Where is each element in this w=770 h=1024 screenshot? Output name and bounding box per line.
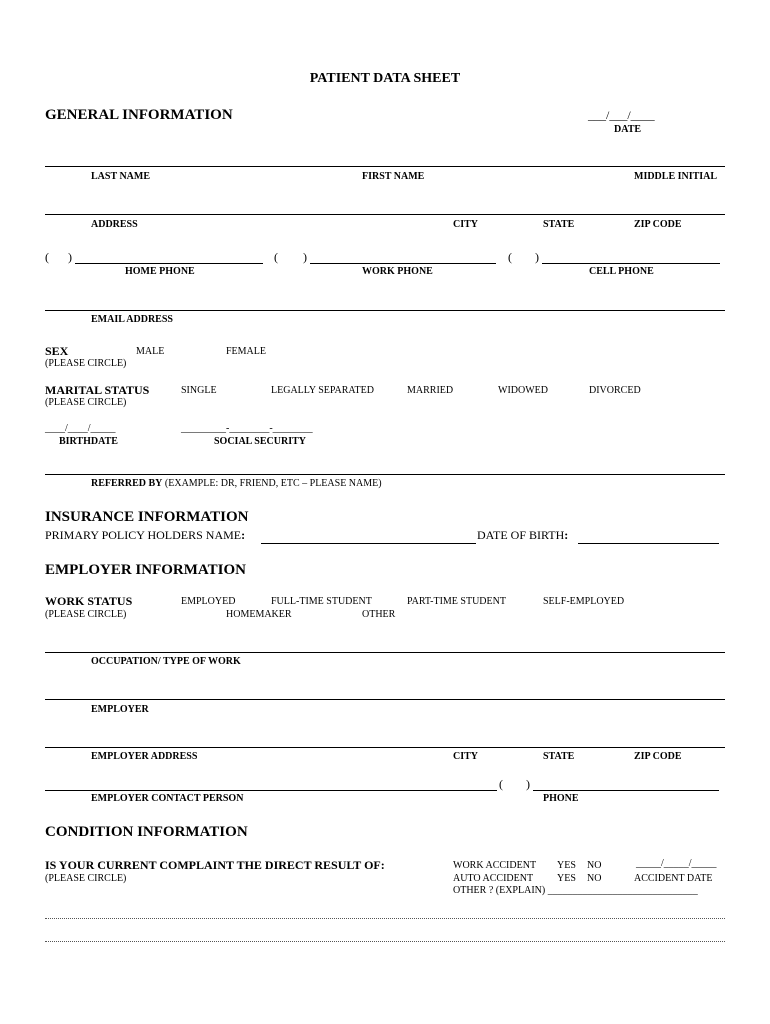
name-line[interactable] xyxy=(45,166,725,167)
birthdate-label: BIRTHDATE xyxy=(59,436,118,447)
middle-initial-label: MIDDLE INITIAL xyxy=(634,171,718,182)
marital-please-circle: (PLEASE CIRCLE) xyxy=(45,397,127,408)
referred-by-label xyxy=(91,479,382,489)
complaint-question: IS YOUR CURRENT COMPLAINT THE DIRECT RESULT OF: xyxy=(45,858,385,872)
condition-information-heading: CONDITION INFORMATION xyxy=(45,824,248,840)
employer-state-label: STATE xyxy=(543,751,575,762)
social-security-label: SOCIAL SECURITY xyxy=(214,436,306,447)
referred-by-example: (EXAMPLE: DR, FRIEND, ETC – PLEASE NAME) xyxy=(162,478,382,489)
sex-option-female[interactable]: FEMALE xyxy=(226,346,266,357)
home-phone-field[interactable] xyxy=(75,247,263,264)
work-accident-label: WORK ACCIDENT xyxy=(453,860,537,871)
work-status-option-self-employed[interactable]: SELF-EMPLOYED xyxy=(543,596,625,607)
work-accident-yes[interactable]: YES xyxy=(557,860,576,871)
employer-contact-field[interactable] xyxy=(45,774,497,791)
form-title: PATIENT DATA SHEET xyxy=(309,71,461,86)
work-status-option-other[interactable]: OTHER xyxy=(362,609,396,620)
marital-option-legally-separated[interactable]: LEGALLY SEPARATED xyxy=(271,385,374,396)
employer-phone-label: PHONE xyxy=(543,793,579,804)
work-status-option-employed[interactable]: EMPLOYED xyxy=(181,596,236,607)
marital-option-single[interactable]: SINGLE xyxy=(181,385,217,396)
auto-accident-label: AUTO ACCIDENT xyxy=(453,873,534,884)
dob-colon: : xyxy=(564,528,569,542)
marital-status-label: MARITAL STATUS xyxy=(45,383,150,397)
zip-code-label: ZIP CODE xyxy=(634,219,682,230)
employer-address-label: EMPLOYER ADDRESS xyxy=(91,751,198,762)
birthdate-field[interactable]: ____/____/_____ xyxy=(45,423,116,434)
first-name-label: FIRST NAME xyxy=(362,171,425,182)
policy-holder-field[interactable] xyxy=(261,527,476,544)
policy-holder-label xyxy=(45,529,245,541)
explain-line-1[interactable] xyxy=(45,918,725,919)
insurance-information-heading: INSURANCE INFORMATION xyxy=(45,509,249,525)
employer-zip-code-label: ZIP CODE xyxy=(634,751,682,762)
cell-phone-paren-open: ( xyxy=(508,250,512,264)
marital-option-widowed[interactable]: WIDOWED xyxy=(498,385,548,396)
work-phone-field[interactable] xyxy=(310,247,496,264)
cell-phone-field[interactable] xyxy=(542,247,720,264)
employer-phone-field[interactable] xyxy=(533,774,719,791)
employer-label: EMPLOYER xyxy=(91,704,149,715)
work-status-option-full-time-student[interactable]: FULL-TIME STUDENT xyxy=(271,596,372,607)
complaint-please-circle: (PLEASE CIRCLE) xyxy=(45,873,127,884)
home-phone-label: HOME PHONE xyxy=(125,266,195,277)
occupation-label: OCCUPATION/ TYPE OF WORK xyxy=(91,656,241,667)
other-explain-field[interactable]: OTHER ? (EXPLAIN) ______________________________ xyxy=(453,885,698,896)
home-phone-paren-open: ( xyxy=(45,250,49,264)
work-status-label: WORK STATUS xyxy=(45,594,133,608)
referred-by-line[interactable] xyxy=(45,474,725,475)
social-security-field[interactable]: _________-________-________ xyxy=(181,423,313,434)
city-label: CITY xyxy=(453,219,479,230)
sex-please-circle: (PLEASE CIRCLE) xyxy=(45,358,127,369)
dob-field[interactable] xyxy=(578,527,719,544)
work-status-option-homemaker[interactable]: HOMEMAKER xyxy=(226,609,292,620)
dob-label xyxy=(477,529,568,541)
auto-accident-no[interactable]: NO xyxy=(587,873,602,884)
employer-address-line[interactable] xyxy=(45,747,725,748)
explain-line-2[interactable] xyxy=(45,941,725,942)
email-address-label: EMAIL ADDRESS xyxy=(91,314,173,325)
employer-city-label: CITY xyxy=(453,751,479,762)
occupation-line[interactable] xyxy=(45,652,725,653)
work-phone-paren-close: ) xyxy=(303,250,307,264)
sex-label: SEX xyxy=(45,344,69,358)
last-name-label: LAST NAME xyxy=(91,171,150,182)
employer-phone-paren-open: ( xyxy=(499,777,503,791)
employer-information-heading: EMPLOYER INFORMATION xyxy=(45,562,246,578)
general-information-heading: GENERAL INFORMATION xyxy=(45,107,233,123)
employer-phone-paren-close: ) xyxy=(526,777,530,791)
address-label: ADDRESS xyxy=(91,219,138,230)
work-status-please-circle: (PLEASE CIRCLE) xyxy=(45,609,127,620)
employer-line[interactable] xyxy=(45,699,725,700)
work-phone-paren-open: ( xyxy=(274,250,278,264)
work-accident-no[interactable]: NO xyxy=(587,860,602,871)
address-line[interactable] xyxy=(45,214,725,215)
referred-by-bold: REFERRED BY xyxy=(91,478,163,489)
dob-text: DATE OF BIRTH xyxy=(477,528,565,542)
work-phone-label: WORK PHONE xyxy=(362,266,433,277)
cell-phone-label: CELL PHONE xyxy=(589,266,654,277)
policy-holder-text: PRIMARY POLICY HOLDERS NAME xyxy=(45,528,242,542)
accident-date-label: ACCIDENT DATE xyxy=(634,873,713,884)
date-label: DATE xyxy=(614,124,642,135)
state-label: STATE xyxy=(543,219,575,230)
accident-date-field[interactable]: _____/_____/_____ xyxy=(636,858,717,869)
employer-contact-label: EMPLOYER CONTACT PERSON xyxy=(91,793,244,804)
date-field[interactable]: ___/___/____ xyxy=(588,108,655,122)
sex-option-male[interactable]: MALE xyxy=(136,346,165,357)
marital-option-divorced[interactable]: DIVORCED xyxy=(589,385,641,396)
work-status-option-part-time-student[interactable]: PART-TIME STUDENT xyxy=(407,596,506,607)
policy-holder-colon: : xyxy=(241,528,246,542)
auto-accident-yes[interactable]: YES xyxy=(557,873,576,884)
email-line[interactable] xyxy=(45,310,725,311)
cell-phone-paren-close: ) xyxy=(535,250,539,264)
home-phone-paren-close: ) xyxy=(68,250,72,264)
marital-option-married[interactable]: MARRIED xyxy=(407,385,454,396)
